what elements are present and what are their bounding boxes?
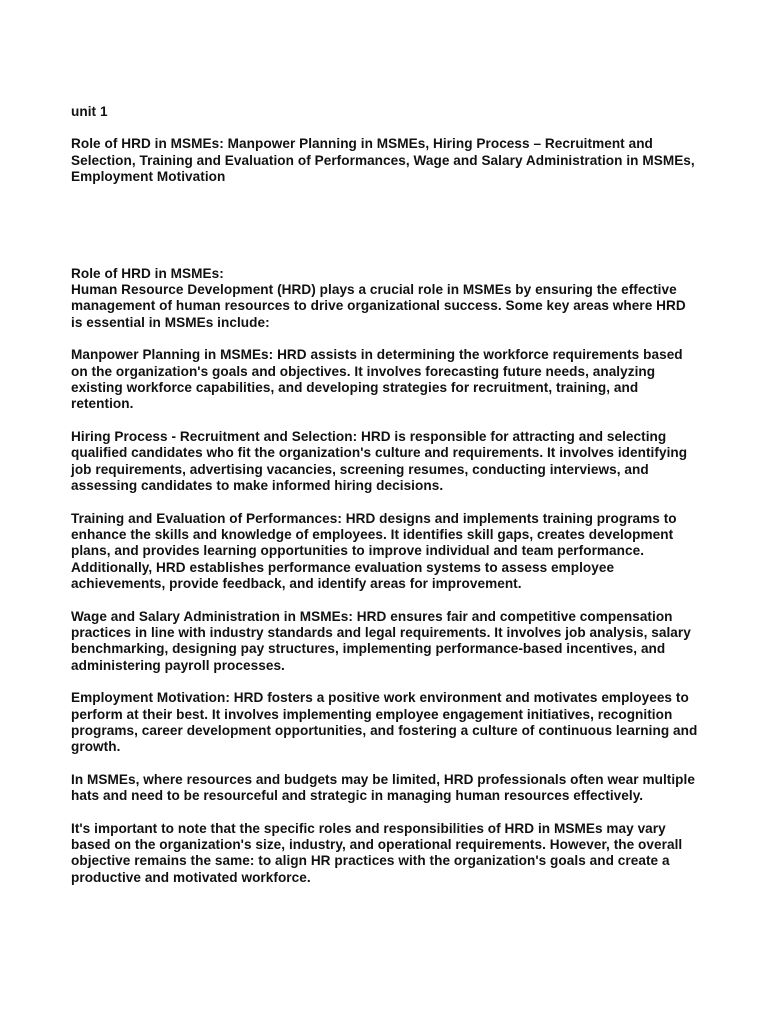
paragraph-hiring-process: Hiring Process - Recruitment and Selection: HRD is responsible for attracting and selecting qualified candidates who fit the organization's culture and requirements. It involves identifying job requirements, advertising vacancies, screening resumes, conducting interviews, and assessing candidates to make informed hiring decisions. xyxy=(71,428,688,494)
topics-heading: Role of HRD in MSMEs: Manpower Planning in MSMEs, Hiring Process – Recruitment and Selection, Training and Evaluation of Performances, Wage and Salary Administration in MSMEs, Employment Motivation xyxy=(71,136,695,185)
paragraph-msme-context: In MSMEs, where resources and budgets may be limited, HRD professionals often wear multiple hats and need to be resourceful and strategic in managing human resources effectively. xyxy=(71,771,695,804)
section-heading: Role of HRD in MSMEs: xyxy=(71,265,224,281)
paragraph-conclusion: It's important to note that the specific roles and responsibilities of HRD in MSMEs may vary based on the organization's size, industry, and operational requirements. However, the overall objective remains the same: to align HR practices with the organization's goals and create a productive and motivated workforce. xyxy=(71,820,683,885)
paragraph-manpower-planning: Manpower Planning in MSMEs: HRD assists in determining the workforce requirements based on the organization's goals and objectives. It involves forecasting future needs, analyzing existing workforce capabilities, and developing strategies for recruitment, training, and retention. xyxy=(71,347,683,412)
unit-label: unit 1 xyxy=(71,104,108,119)
intro-paragraph: Human Resource Development (HRD) plays a crucial role in MSMEs by ensuring the effective management of human resources to drive organizational success. Some key areas where HRD is essential in MSMEs include: xyxy=(71,282,686,330)
paragraph-wage-salary: Wage and Salary Administration in MSMEs: HRD ensures fair and competitive compensation practices in line with industry standards and legal requirements. It involves job analysis, salary benchmarking, designing pay structures, implementing performance-based incentives, and administering payroll processes. xyxy=(71,608,691,673)
paragraph-employment-motivation: Employment Motivation: HRD fosters a positive work environment and motivates employees to perform at their best. It involves implementing employee engagement initiatives, recognition programs, career development opportunities, and fostering a culture of continuous learning and growth. xyxy=(71,690,698,755)
paragraph-training-evaluation: Training and Evaluation of Performances: HRD designs and implements training programs to enhance the skills and knowledge of employees. It identifies skill gaps, creates development plans, and provides learning opportunities to improve individual and team performance. Additionally, HRD establishes performance evaluation systems to assess employee achievements, provide feedback, and identify areas for improvement. xyxy=(71,510,677,592)
